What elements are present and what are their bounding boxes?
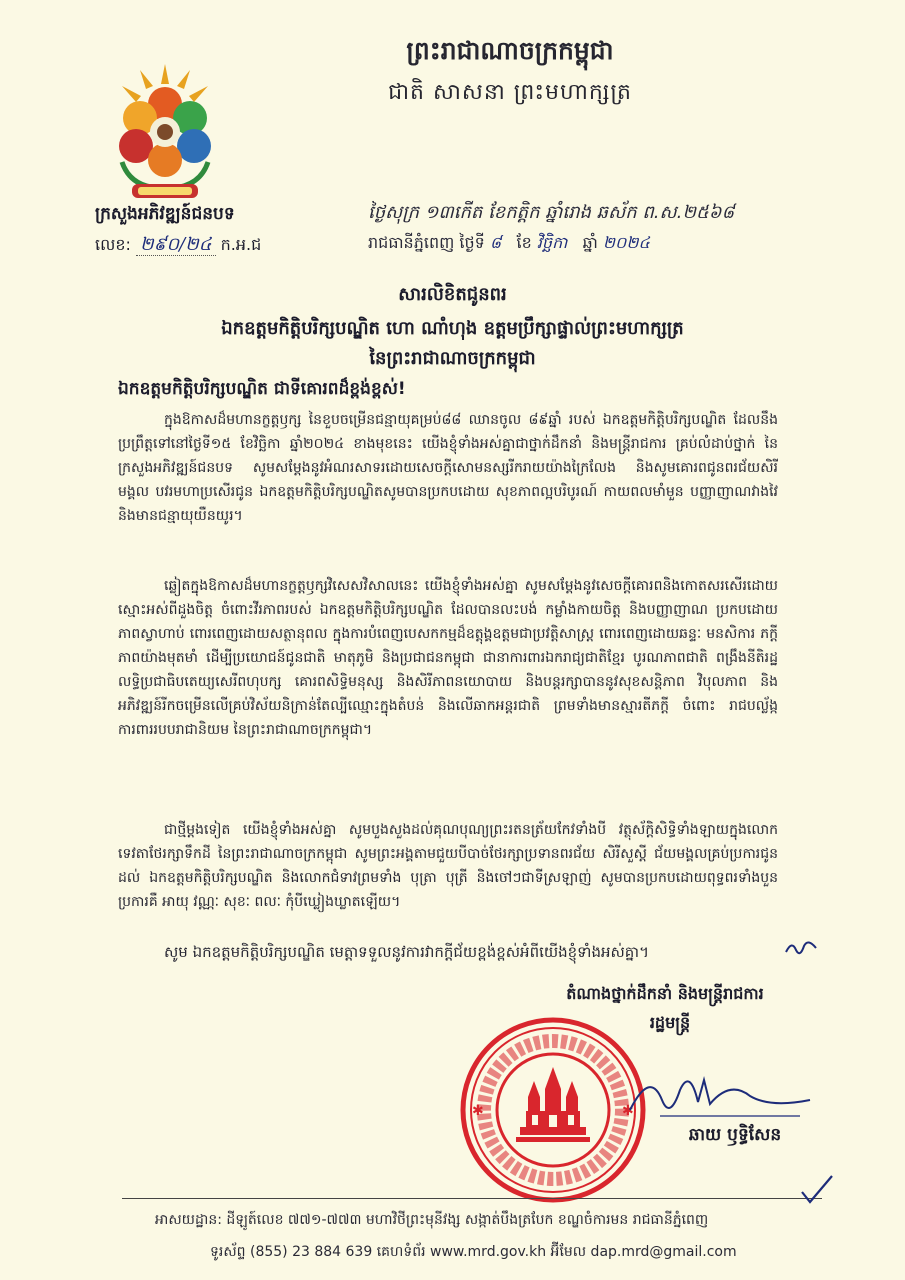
national-motto: ជាតិ សាសនា ព្រះមហាក្សត្រ (388, 80, 632, 105)
footer-contact: ទូរស័ព្ទ (855) 23 884 639 គេហទំព័រ www.mrd.gov.kh អ៊ីមែល dap.mrd@gmail.com (210, 1244, 737, 1260)
footer-divider (122, 1198, 822, 1199)
place-date (368, 232, 848, 256)
svg-text:✱: ✱ (472, 1103, 484, 1119)
body-paragraph-2: ឆ្លៀតក្នុងឱកាសដ៏មហានក្ខត្តឫក្សវិសេសវិសាលនេះ យើងខ្ញុំទាំងអស់គ្នា សូមសម្តែងនូវសេចក្តីគោរពនិងកោតសរសើរដោយស្មោះអស់ពីដួងចិត្ត ចំពោះវីរភាពរបស់ ឯកឧត្តមកិត្តិបរិក្សបណ្ឌិត ដែលបានលះបង់ កម្លាំងកាយចិត្ត និងបញ្ញាញាណ ប្រកបដោយភាពស្វាហាប់ ពោរពេញដោយសត្ថានុពល ក្នុងការបំពេញបេសកកម្មដ៏ឧត្តុង្គឧត្តមជាប្រវត្តិសាស្រ្ត ពោរពេញដោយឆន្ទៈ មនសិការ ភក្តីភាពយ៉ាងមុតមាំ ដើម្បីប្រយោជន៍ជូនជាតិ មាតុភូមិ និងប្រជាជនកម្ពុជា ជានាការពារឯករាជ្យជាតិខ្មែរ បូរណភាពជាតិ ពង្រឹងនីតិរដ្ឋ លទ្ធិប្រជាធិបតេយ្យសេរីពហុបក្ស គោរពសិទ្ធិមនុស្ស និងសិរីភាពនយោបាយ និងបន្តរក្សាបាននូវសុខសន្តិភាព វិបុលភាព និងអភិវឌ្ឍន៍រីកចម្រើនលើគ្រប់វិស័យនិក្រាន់តែល្បីឈ្មោះក្នុងតំបន់ និងលើឆាកអន្តរជាតិ ព្រមទាំងមានស្មារតីភក្តី ចំពោះ រាជបល្ល័ង្ក ការពាររបបរាជានិយម នៃព្រះរាជាណាចក្រកម្ពុជា។ (118, 578, 778, 738)
handwritten-signature (620, 1060, 820, 1130)
reference-suffix: ក.អ.ជ (220, 235, 262, 254)
lunar-date: ថ្ងៃសុក្រ ១៣កើត ខែកត្តិក ឆ្នាំរោង ឆស័ក ព.ស.២៥៦៨ (368, 202, 735, 223)
date-month: វិច្ឆិកា (536, 233, 568, 252)
place-date-prefix: រាជធានីភ្នំពេញ ថ្ងៃទី (368, 233, 485, 252)
kingdom-heading: ព្រះរាជាណាចក្រកម្ពុជា (406, 36, 614, 65)
signatory-title: រដ្ឋមន្ត្រី (649, 1013, 691, 1032)
reference-line (95, 232, 261, 259)
ministry-name: ក្រសួងអភិវឌ្ឍន៍ជនបទ (95, 204, 235, 224)
letter-title: សារលិខិតជូនពរ (398, 284, 507, 305)
date-year-prefix: ឆ្នាំ (582, 233, 598, 252)
letter-recipient: ឯកឧត្តមកិត្តិបរិក្សបណ្ឌិត ហោ ណាំហុង ឧត្តមប្រឹក្សាផ្ទាល់ព្រះមហាក្សត្រ (221, 318, 684, 339)
reference-number: ២៩០/២៤ (136, 234, 216, 256)
reference-prefix: លេខ: (95, 235, 131, 254)
body-paragraph-1: ក្នុងឱកាសដ៏មហានក្ខត្តឫក្ស នៃខួបចម្រើនជន្មាយុគម្រប់៨៨ ឈានចូល ៨៩ឆ្នាំ របស់ ឯកឧត្តមកិត្តិបរិក្សបណ្ឌិត ដែលនឹងប្រព្រឹត្តទៅនៅថ្ងៃទី១៥ ខែវិច្ឆិកា ឆ្នាំ២០២៤ ខាងមុខនេះ យើងខ្ញុំទាំងអស់គ្នាជាថ្នាក់ដឹកនាំ និងមន្ត្រីរាជការ គ្រប់លំដាប់ថ្នាក់ នៃក្រសួងអភិវឌ្ឍន៍ជនបទ សូមសម្តែងនូវអំណរសាទរដោយសេចក្តីសោមនស្សរីករាយយ៉ាងក្រៃលែង និងសូមគោរពជូនពរជ័យសិរីមង្គល បវរមហាប្រសើរជូន ឯកឧត្តមកិត្តិបរិក្សបណ្ឌិតសូមបានប្រកបដោយ សុខភាពល្អបរិបូរណ៍ កាយពលមាំមួន បញ្ញាញាណវាងវៃ និងមានជន្មាយុយឺនយូរ។ (118, 412, 778, 524)
date-month-prefix: ខែ (516, 233, 532, 252)
date-day: ៨ (489, 233, 502, 252)
handwritten-initials-mark (782, 936, 822, 960)
date-year: ២០២៤ (602, 233, 650, 252)
svg-text:✱: ✱ (622, 1103, 634, 1119)
closing-sentence: សូម ឯកឧត្តមកិត្តិបរិក្សបណ្ឌិត មេត្តាទទួលនូវការវាកក្តីជ័យខ្ពង់ខ្ពស់អំពីយើងខ្ញុំទាំងអស់គ្នា។ (164, 943, 649, 961)
body-paragraph-3: ជាថ្មីម្តងទៀត យើងខ្ញុំទាំងអស់គ្នា សូមបួងសួងដល់គុណបុណ្យព្រះរតនត្រ័យកែវទាំងបី វត្ថុស័ក្តិសិទ្ធិទាំងឡាយក្នុងលោក ទេវតាថែរក្សាទឹកដី នៃព្រះរាជាណាចក្រកម្ពុជា សូមព្រះអង្គតាមជួយបីបាច់ថែរក្សាប្រទានពរជ័យ សិរីសួស្តី ជ័យមង្គលគ្រប់ប្រការជូនដល់ ឯកឧត្តមកិត្តិបរិក្សបណ្ឌិត និងលោកជំទាវព្រមទាំង បុត្រា បុត្រី និងចៅៗជាទីស្រឡាញ់ សូមបានប្រកបដោយពុទ្ធពរទាំងបួនប្រការគឺ អាយុ វណ្ណៈ សុខៈ ពលៈ កុំបីឃ្លៀងឃ្លាតឡើយ។ (118, 822, 778, 910)
signatory-name: ឆាយ ឫទ្ធិសែន (688, 1125, 782, 1145)
letter-recipient-country: នៃព្រះរាជាណាចក្រកម្ពុជា (369, 348, 536, 369)
salutation: ឯកឧត្តមកិត្តិបរិក្សបណ្ឌិត ជាទីគោរពដ៏ខ្ពង់ខ្ពស់! (118, 379, 406, 399)
ministry-logo (100, 58, 230, 208)
footer-address: អាសយដ្ឋាន: ដីឡូត៍លេខ ៧៧១-៧៧៣ មហាវិថីព្រះមុនីវង្ស សង្កាត់បឹងត្របែក ខណ្ឌចំការមន រាជធានីភ្នំពេញ (155, 1212, 709, 1228)
signatory-on-behalf: តំណាងថ្នាក់ដឹកនាំ និងមន្ត្រីរាជការ (566, 984, 764, 1003)
handwritten-check-mark (798, 1172, 836, 1206)
